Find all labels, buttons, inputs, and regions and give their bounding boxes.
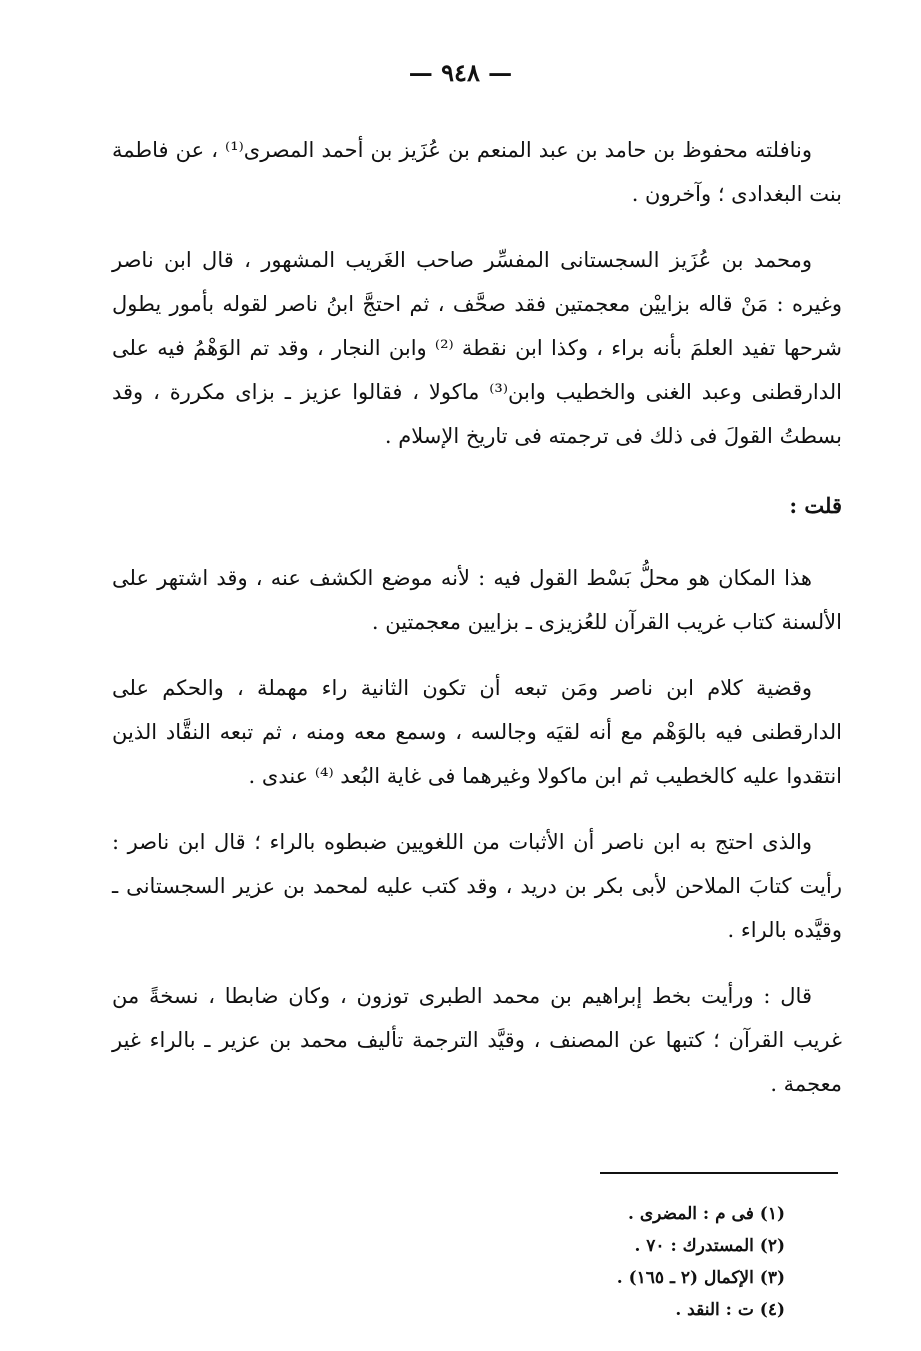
footnote-1: (١) فى م : المضرى . [628,1204,785,1224]
paragraph-1: ونافلته محفوظ بن حامد بن عبد المنعم بن عُزَيز بن أحمد المصرى⁽¹⁾ ، عن فاطمة بنت البغدادى ؛ وآخرون . [112,138,842,206]
paragraph-6: قال : ورأيت بخط إبراهيم بن محمد الطبرى توزون ، وكان ضابطا ، نسخةً من غريب القرآن ؛ كتبها عن المصنف ، وقيَّد الترجمة تأليف محمد بن عزير ـ بالراء غير معجمة . [112,984,842,1096]
footnote-4: (٤) ت : النقد . [675,1300,785,1320]
paragraph-4: وقضية كلام ابن ناصر ومَن تبعه أن تكون الثانية راء مهملة ، والحكم على الدارقطنى فيه بالوَهْم مع أنه لقيَه وجالسه ، وسمع معه ومنه ، ثم تبعه النقَّاد الذين انتقدوا عليه كالخطيب ثم ابن ماكولا وغيرهما فى غاية البُعد ⁽⁴⁾ عندى . [112,676,842,788]
paragraph-3: هذا المكان هو محلُّ بَسْط القول فيه : لأنه موضع الكشف عنه ، وقد اشتهر على الألسنة كتاب غريب القرآن للعُزيزى ـ بزايين معجمتين . [112,566,842,634]
paragraph-5: والذى احتج به ابن ناصر أن الأثبات من اللغويين ضبطوه بالراء ؛ قال ابن ناصر : رأيت كتابَ الملاحن لأبى بكر بن دريد ، وقد كتب عليه لمحمد بن عزير السجستانى ـ وقيَّده بالراء . [112,830,842,942]
page-number: — ٩٤٨ — [408,58,513,87]
footnote-divider [600,1172,838,1174]
footnotes [500,1198,785,1326]
footnote-3: (٣) الإكمال (٢ ـ ١٦٥) . [616,1268,785,1288]
body-text [112,128,842,1128]
footnote-2: (٢) المستدرك : ٧٠ . [634,1236,785,1256]
section-heading: قلت : [789,493,842,518]
paragraph-2: ومحمد بن عُزَيز السجستانى المفسِّر صاحب الغَريب المشهور ، قال ابن ناصر وغيره : مَنْ قاله بزاييْن معجمتين فقد صحَّف ، ثم احتجَّ ابنُ ناصر لقوله بأمور يطول شرحها تفيد العلمَ بأنه براء ، وكذا ابن نقطة ⁽²⁾ وابن النجار ، وقد تم الوَهْمُ فيه على الدارقطنى وعبد الغنى والخطيب وابن⁽³⁾ ماكولا ، فقالوا عزيز ـ بزاى مكررة ، وقد بسطتُ القولَ فى ذلك فى ترجمته فى تاريخ الإسلام . [112,248,842,448]
